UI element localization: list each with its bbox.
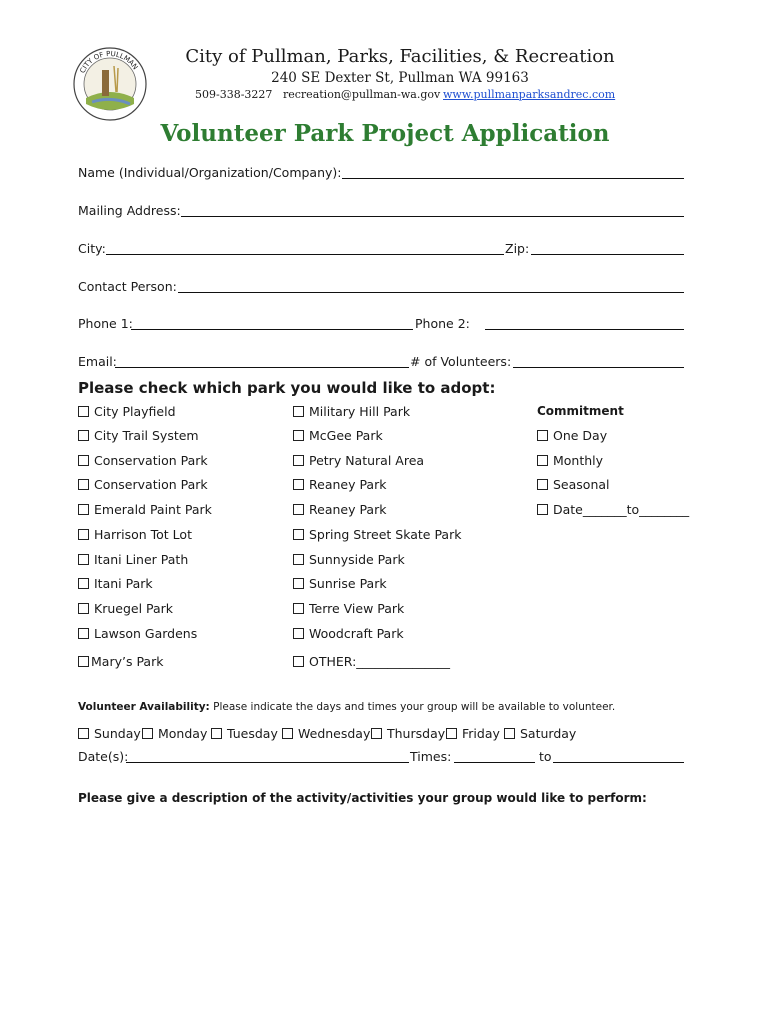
checkbox-icon xyxy=(293,628,304,639)
checkbox-icon xyxy=(78,603,89,614)
checkbox-icon xyxy=(211,728,222,739)
park-label: Conservation Park xyxy=(94,453,208,468)
mailing-field[interactable] xyxy=(181,216,684,217)
park-label: Reaney Park xyxy=(309,477,387,492)
checkbox-icon xyxy=(446,728,457,739)
park-label: Lawson Gardens xyxy=(94,626,198,641)
day-checkbox-thursday[interactable] xyxy=(371,726,445,741)
commitment-heading: Commitment xyxy=(537,404,624,418)
day-label: Friday xyxy=(462,726,500,741)
phone1-label: Phone 1: xyxy=(78,316,133,331)
park-label: Itani Park xyxy=(94,576,153,591)
park-label: Harrison Tot Lot xyxy=(94,527,192,542)
commitment-label: One Day xyxy=(553,428,608,443)
checkbox-icon xyxy=(78,578,89,589)
park-label: Sunrise Park xyxy=(309,576,387,591)
park-checkbox[interactable] xyxy=(78,453,208,468)
commitment-label: Date_______to________ xyxy=(553,502,690,517)
park-label: Military Hill Park xyxy=(309,404,411,419)
day-label: Monday xyxy=(158,726,208,741)
park-label: McGee Park xyxy=(309,428,383,443)
park-label: Kruegel Park xyxy=(94,601,174,616)
park-checkbox[interactable] xyxy=(78,502,212,517)
checkbox-icon xyxy=(293,554,304,565)
checkbox-icon xyxy=(78,455,89,466)
volunteers-label: # of Volunteers: xyxy=(410,354,512,369)
day-checkbox-wednesday[interactable] xyxy=(282,726,370,741)
checkbox-icon xyxy=(78,529,89,540)
day-checkbox-monday[interactable] xyxy=(142,726,207,741)
park-checkbox[interactable] xyxy=(293,428,383,443)
park-checkbox[interactable] xyxy=(293,527,461,542)
park-label: City Trail System xyxy=(94,428,199,443)
day-checkbox-saturday[interactable] xyxy=(504,726,576,741)
park-label: City Playfield xyxy=(94,404,176,419)
park-checkbox[interactable] xyxy=(293,502,386,517)
org-website-link[interactable]: www.pullmanparksandrec.com xyxy=(443,88,616,101)
checkbox-icon xyxy=(293,430,304,441)
park-checkbox[interactable] xyxy=(78,601,173,616)
parks-heading: Please check which park you would like to adopt: xyxy=(78,379,496,397)
commitment-checkbox[interactable] xyxy=(537,428,607,443)
contact-field[interactable] xyxy=(178,292,684,293)
park-checkbox[interactable] xyxy=(78,576,153,591)
park-checkbox[interactable] xyxy=(293,601,404,616)
checkbox-icon xyxy=(78,728,89,739)
park-label: Itani Liner Path xyxy=(94,552,189,567)
mailing-label: Mailing Address: xyxy=(78,203,181,218)
name-field[interactable] xyxy=(342,178,684,179)
park-checkbox[interactable] xyxy=(293,552,405,567)
checkbox-icon xyxy=(293,529,304,540)
form-title: Volunteer Park Project Application xyxy=(160,120,610,147)
checkbox-icon xyxy=(293,578,304,589)
description-prompt: Please give a description of the activity/activities your group would like to perform: xyxy=(78,791,647,805)
city-logo xyxy=(72,46,148,122)
logo-text: CITY OF PULLMAN xyxy=(78,49,140,75)
time-from-field[interactable] xyxy=(454,762,535,763)
checkbox-icon xyxy=(78,628,89,639)
city-field[interactable] xyxy=(106,254,504,255)
park-label: Petry Natural Area xyxy=(309,453,425,468)
checkbox-icon xyxy=(142,728,153,739)
park-label: OTHER:_______________ xyxy=(309,654,451,669)
park-checkbox[interactable] xyxy=(78,428,199,443)
park-checkbox[interactable] xyxy=(78,552,188,567)
checkbox-icon xyxy=(293,656,304,667)
day-checkbox-friday[interactable] xyxy=(446,726,500,741)
description-area[interactable] xyxy=(78,815,684,1005)
checkbox-icon xyxy=(78,479,89,490)
park-checkbox[interactable] xyxy=(78,654,163,669)
other-park-checkbox[interactable] xyxy=(293,654,450,669)
zip-field[interactable] xyxy=(531,254,684,255)
time-to-field[interactable] xyxy=(553,762,684,763)
checkbox-icon xyxy=(371,728,382,739)
checkbox-icon xyxy=(78,504,89,515)
day-checkbox-sunday[interactable] xyxy=(78,726,141,741)
park-label: Woodcraft Park xyxy=(309,626,404,641)
commitment-label: Monthly xyxy=(553,453,604,468)
park-label: Emerald Paint Park xyxy=(94,502,212,517)
commitment-label: Seasonal xyxy=(553,477,610,492)
contact-label: Contact Person: xyxy=(78,279,177,294)
checkbox-icon xyxy=(537,455,548,466)
checkbox-icon xyxy=(293,603,304,614)
park-checkbox[interactable] xyxy=(78,626,197,641)
phone2-field[interactable] xyxy=(485,329,684,330)
park-checkbox[interactable] xyxy=(293,576,387,591)
park-checkbox[interactable] xyxy=(293,453,424,468)
email-field[interactable] xyxy=(115,367,409,368)
park-label: Mary’s Park xyxy=(91,654,164,669)
day-label: Saturday xyxy=(520,726,577,741)
checkbox-icon xyxy=(78,406,89,417)
park-checkbox[interactable] xyxy=(293,477,386,492)
commitment-checkbox[interactable] xyxy=(537,453,603,468)
park-checkbox[interactable] xyxy=(78,404,176,419)
org-address: 240 SE Dexter St, Pullman WA 99163 xyxy=(271,70,529,86)
city-label: City: xyxy=(78,241,106,256)
checkbox-icon xyxy=(293,479,304,490)
checkbox-icon xyxy=(537,504,548,515)
checkbox-icon xyxy=(537,430,548,441)
name-label: Name (Individual/Organization/Company): xyxy=(78,165,342,180)
phone2-label: Phone 2: xyxy=(415,316,470,331)
org-phone: 509-338-3227 xyxy=(195,88,273,101)
park-checkbox[interactable] xyxy=(293,626,404,641)
checkbox-icon xyxy=(293,455,304,466)
day-label: Wednesday xyxy=(298,726,371,741)
checkbox-icon xyxy=(78,656,89,667)
checkbox-icon xyxy=(504,728,515,739)
day-label: Thursday xyxy=(387,726,446,741)
availability-text: Please indicate the days and times your group will be available to volunteer. xyxy=(213,701,616,713)
checkbox-icon xyxy=(78,430,89,441)
park-checkbox[interactable] xyxy=(293,404,410,419)
to-label: to xyxy=(539,749,552,764)
org-email: recreation@pullman-wa.gov xyxy=(283,88,441,101)
commitment-checkbox[interactable] xyxy=(537,477,610,492)
checkbox-icon xyxy=(282,728,293,739)
checkbox-icon xyxy=(293,406,304,417)
park-checkbox[interactable] xyxy=(78,527,192,542)
day-checkbox-tuesday[interactable] xyxy=(211,726,278,741)
dates-label: Date(s): xyxy=(78,749,129,764)
park-label: Terre View Park xyxy=(309,601,405,616)
day-label: Sunday xyxy=(94,726,141,741)
checkbox-icon xyxy=(293,504,304,515)
park-label: Reaney Park xyxy=(309,502,387,517)
zip-label: Zip: xyxy=(505,241,530,256)
park-label: Spring Street Skate Park xyxy=(309,527,462,542)
park-label: Conservation Park xyxy=(94,477,208,492)
commitment-checkbox[interactable] xyxy=(537,502,689,517)
volunteers-field[interactable] xyxy=(513,367,684,368)
phone1-field[interactable] xyxy=(131,329,413,330)
checkbox-icon xyxy=(78,554,89,565)
park-label: Sunnyside Park xyxy=(309,552,405,567)
checkbox-icon xyxy=(537,479,548,490)
park-checkbox[interactable] xyxy=(78,477,208,492)
org-name: City of Pullman, Parks, Facilities, & Recreation xyxy=(185,46,615,67)
dates-field[interactable] xyxy=(126,762,409,763)
availability-instructions xyxy=(78,701,615,713)
email-label: Email: xyxy=(78,354,117,369)
availability-label: Volunteer Availability: xyxy=(78,701,210,713)
times-label: Times: xyxy=(410,749,452,764)
day-label: Tuesday xyxy=(227,726,278,741)
